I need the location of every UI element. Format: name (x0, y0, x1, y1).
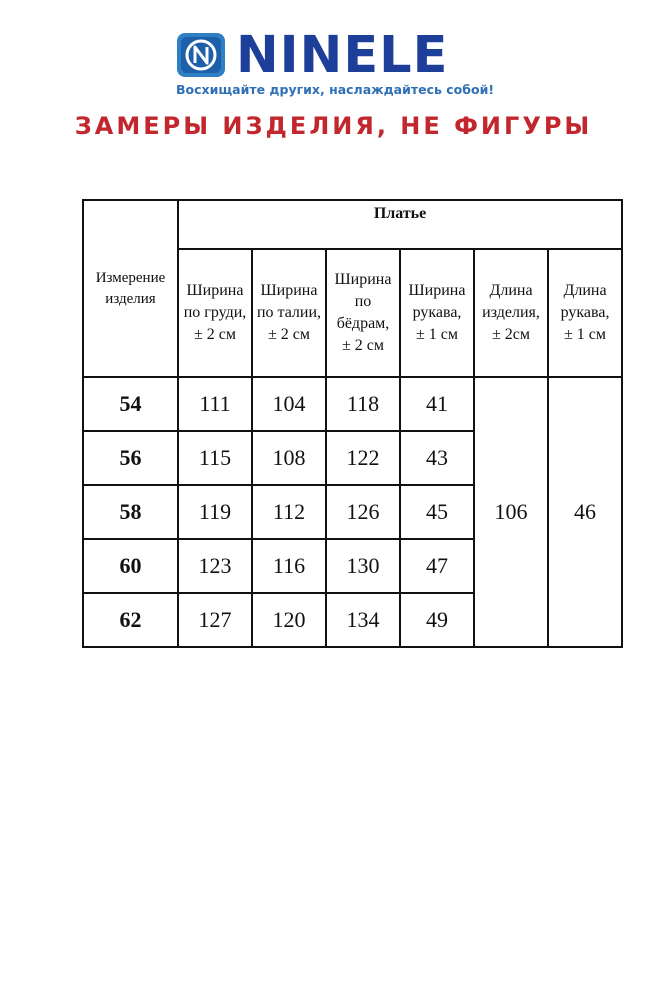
header-line: Ширина (260, 282, 318, 299)
chest-cell: 127 (178, 593, 252, 647)
header-line: Ширина (334, 271, 392, 288)
size-cell: 58 (83, 485, 178, 539)
table-header-row (83, 200, 622, 249)
chest-cell: 119 (178, 485, 252, 539)
waist-cell: 120 (252, 593, 326, 647)
header-line: по (354, 293, 372, 310)
size-cell: 54 (83, 377, 178, 431)
sleeve-width-cell: 41 (400, 377, 474, 431)
measure-header-line: Измерение (95, 269, 166, 286)
hips-cell: 122 (326, 431, 400, 485)
waist-cell: 112 (252, 485, 326, 539)
sleeve-width-cell: 49 (400, 593, 474, 647)
column-header-chest (178, 249, 252, 377)
size-table (82, 199, 623, 648)
header-line: бёдрам, (336, 315, 390, 332)
header-line: ± 1 см (564, 326, 607, 343)
brand-logo (176, 28, 506, 100)
size-cell: 56 (83, 431, 178, 485)
measure-header-line: изделия (105, 290, 156, 307)
column-header-waist (252, 249, 326, 377)
measure-header (83, 200, 178, 377)
column-header-hips (326, 249, 400, 377)
column-header-sleeve-length (548, 249, 622, 377)
header-line: ± 2см (491, 326, 530, 343)
sleeve-width-cell: 45 (400, 485, 474, 539)
sleeve-length-cell: 46 (548, 377, 622, 647)
header-line: по груди, (183, 304, 247, 321)
header-line: рукава, (412, 304, 462, 321)
header-line: изделия, (482, 304, 540, 321)
chest-cell: 123 (178, 539, 252, 593)
header-line: ± 2 см (193, 326, 236, 343)
ninele-logo-icon (176, 32, 226, 78)
chest-cell: 111 (178, 377, 252, 431)
dress-group-header: Платье (178, 200, 622, 249)
header-line: рукава, (560, 304, 610, 321)
header-line: Длина (563, 282, 607, 299)
product-length-cell: 106 (474, 377, 548, 647)
sleeve-width-cell: 43 (400, 431, 474, 485)
waist-cell: 108 (252, 431, 326, 485)
sleeve-width-cell: 47 (400, 539, 474, 593)
column-header-sleeve-width (400, 249, 474, 377)
header-line: по талии, (256, 304, 322, 321)
header-line: Ширина (408, 282, 466, 299)
size-cell: 62 (83, 593, 178, 647)
page-headline: ЗАМЕРЫ ИЗДЕЛИЯ, НЕ ФИГУРЫ (74, 112, 593, 140)
hips-cell: 134 (326, 593, 400, 647)
header-line: Ширина (186, 282, 244, 299)
column-header-product-length (474, 249, 548, 377)
hips-cell: 126 (326, 485, 400, 539)
table-row (83, 377, 622, 431)
header-line: ± 1 см (415, 326, 458, 343)
header-line: ± 2 см (267, 326, 310, 343)
waist-cell: 104 (252, 377, 326, 431)
header-line: ± 2 см (341, 337, 384, 354)
hips-cell: 130 (326, 539, 400, 593)
brand-tagline: Восхищайте других, наслаждайтесь собой! (176, 82, 495, 97)
hips-cell: 118 (326, 377, 400, 431)
size-cell: 60 (83, 539, 178, 593)
chest-cell: 115 (178, 431, 252, 485)
header-line: Длина (489, 282, 533, 299)
waist-cell: 116 (252, 539, 326, 593)
brand-name: NINELE (236, 26, 449, 85)
